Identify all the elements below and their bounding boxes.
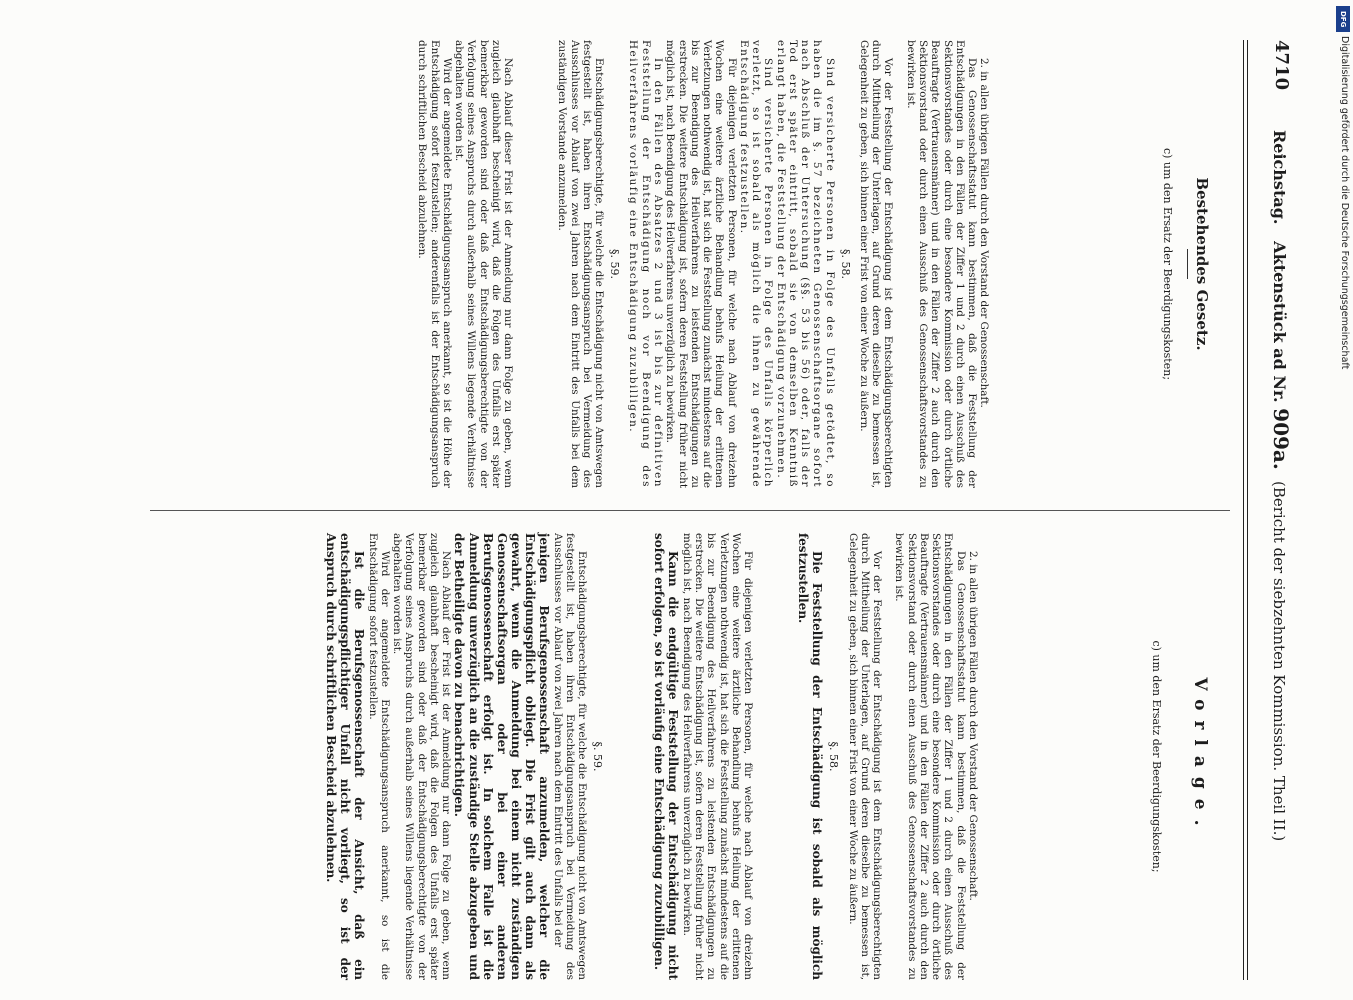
paragraph: Das Genossenschaftsstatut kann bestimmen, daß die Feststellung der Entschädigungen in den Fällen der Ziffer 1 und 2 durch einen Ausschuß des Sektionsvorstandes oder durch eine besondere Kommission oder durch örtliche Beauftragte (Vertrauensmänner) und in den Fällen der Ziffer 2 auch durch den Sektionsvorstand oder durch einen Ausschuß des Genossenschaftsvorstandes zu bewirken ist.	[893, 533, 967, 980]
dfg-stamp	[1336, 6, 1350, 392]
section-59-heading: §. 59.	[591, 741, 605, 772]
header-reichstag: Reichstag.	[1270, 130, 1289, 225]
header-rule	[1247, 40, 1248, 980]
paragraph: Sind versicherte Personen in Folge des Unfalls körperlich verletzt, so ist sobald als möglich die ihnen zu gewährende Entschädigung festzustellen.	[737, 40, 775, 488]
document-page	[50, 40, 1300, 980]
column-proposal	[150, 510, 1230, 980]
header-rule-double	[1243, 40, 1244, 980]
item-c: c) um den Ersatz der Beerdigungskosten;	[1149, 640, 1163, 873]
page-number: 4710	[1271, 40, 1292, 91]
paragraph: 2. in allen übrigen Fällen durch den Vorstand der Genossenschaft.	[966, 551, 979, 901]
header-title	[1268, 130, 1292, 841]
paragraph: Vor der Feststellung der Entschädigung ist dem Entschädigungsberechtigten durch Mittheilung der Unterlagen, auf Grund deren dieselbe zu bemessen ist, Gelegenheit zu geben, sich binnen einer Frist von einer Woche zu äußern.	[846, 533, 884, 980]
paragraph: Entschädigungsberechtigte, für welche die Entschädigung nicht von Amtswegen festgestellt ist, haben ihren Entschädigungsanspruch bei Vermeidung des Ausschlusses vor Ablauf von zwei Jahren nach dem Eintritt des Unfalls bei der	[551, 533, 589, 980]
paragraph-bold: Die Feststellung der Entschädigung ist sobald als möglich festzustellen.	[796, 533, 825, 980]
paragraph: Nach Ablauf dieser Frist ist der Anmeldung nur dann Folge zu geben, wenn zugleich glaubhaft bescheinigt wird, daß die Folgen des Unfalls erst später bemerkbar geworden sind oder daß der Entschädigungsberechtigte von der Verfolgung seines Anspruchs durch außerhalb seines Willens liegende Verhältnisse abgehalten worden ist.	[453, 40, 515, 488]
header-subtitle: (Bericht der siebzehnten Kommission. Theil II.)	[1270, 480, 1288, 842]
section-58-heading: §. 58.	[827, 741, 841, 772]
paragraph-bold: jenigen Berufsgenossenschaft anzumelden, welcher die Entschädigungspflicht obliegt. Die Frist gilt auch dann als gewahrt, wenn die Anmeldung bei einem nicht zuständigen Genossenschaftsorgan oder bei einer anderen Berufsgenossenschaft erfolgt ist. In solchem Falle ist die Anmeldung unverzüglich an die zuständige Stelle abzugeben und der Betheiligte davon zu benachrichtigen.	[452, 533, 552, 980]
paragraph: Für diejenigen verletzten Personen, für welche nach Ablauf von dreizehn Wochen eine weitere ärztliche Behandlung behufs Heilung der erlittenen Verletzungen nothwendig ist, hat sich die Feststellung zunächst mindestens auf die bis zur Beendigung des Heilverfahrens zu leistenden Entschädigungen zu erstrecken. Die weitere Entschädigung ist, sofern deren Feststellung früher nicht möglich ist, nach Beendigung des Heilverfahrens unverzüglich zu bewirken.	[664, 40, 738, 488]
header-aktenstueck: Aktenstück ad Nr.	[1270, 241, 1289, 403]
paragraph: 2. in allen übrigen Fällen durch den Vorstand der Genossenschaft.	[978, 58, 991, 408]
column-existing-law	[150, 40, 1230, 510]
page-header	[1250, 40, 1300, 980]
paragraph: Für diejenigen verletzten Personen, für welche nach Ablauf von dreizehn Wochen eine weitere ärztliche Behandlung behufs Heilung der erlittenen Verletzungen nothwendig ist, hat sich die Feststellung zunächst mindestens auf die bis zur Beendigung des Heilverfahrens zu leistenden Entschädigungen zu erstrecken. Die weitere Entschädigung ist, sofern deren Feststellung früher nicht möglich ist, nach Beendigung des Heilverfahrens unverzüglich zu bewirken.	[680, 533, 755, 980]
paragraph: Vor der Feststellung der Entschädigung ist dem Entschädigungsberechtigten durch Mittheilung der Unterlagen, auf Grund deren dieselbe zu bemessen ist, Gelegenheit zu geben, sich binnen einer Frist von einer Woche zu äußern.	[857, 40, 895, 488]
paragraph: Sind versicherte Personen in Folge des Unfalls getödtet, so haben die im §. 57 bezeichneten Genossenschaftsorgane sofort nach Abschluß der Untersuchung (§§. 53 bis 56) oder, falls der Tod erst später eintritt, sobald sie von demselben Kenntniß erlangt haben, die Feststellung der Entschädigung vorzunehmen.	[774, 40, 836, 488]
dfg-logo: DFG	[1336, 6, 1350, 32]
heading-divider	[1187, 249, 1188, 279]
item-c: c) um den Ersatz der Beerdigungskosten;	[1161, 147, 1175, 381]
column-heading: Vorlage.	[1190, 677, 1210, 836]
paragraph-bold: Kann die endgültige Feststellung der Entschädigung nicht sofort erfolgen, so ist vorläufig eine Entschädigung zuzubilligen.	[652, 533, 681, 980]
paragraph: In den Fällen des Absatzes 2 und 3 ist bis zur definitiven Feststellung der Entschädigung noch vor Beendigung des Heilverfahrens vorläufig eine Entschädigung zuzubilligen.	[627, 40, 664, 488]
section-59-heading: §. 59.	[608, 249, 622, 279]
paragraph: Das Genossenschaftsstatut kann bestimmen, daß die Feststellung der Entschädigungen in den Fällen der Ziffer 1 und 2 durch einen Ausschuß des Sektionsvorstandes oder durch eine besondere Kommission oder durch örtliche Beauftragte (Vertrauensmänner) und in den Fällen der Ziffer 2 auch durch den Sektionsvorstand oder durch einen Ausschuß des Genossenschaftsvorstandes zu bewirken ist.	[904, 40, 979, 488]
paragraph: Entschädigungsberechtigte, für welche die Entschädigung nicht von Amtswegen festgestellt ist, haben ihren Entschädigungsanspruch bei Vermeidung des Ausschlusses vor Ablauf von zwei Jahren nach dem Eintritt des Unfalls bei dem zuständigen Vorstande anzumelden.	[556, 40, 606, 488]
column-heading: Bestehendes Gesetz.	[1193, 177, 1211, 351]
dfg-funding-note: Digitalisierung gefördert durch die Deutsche Forschungsgemeinschaft	[1339, 36, 1350, 370]
header-number: 909a.	[1269, 408, 1293, 470]
paragraph: Wird der angemeldete Entschädigungsanspruch anerkannt, so ist die Höhe der Entschädigung sofort festzustellen; anderenfalls ist der Entschädigungsanspruch durch schriftlichen Bescheid abzulehnen.	[416, 40, 453, 488]
paragraph: Wird der angemeldete Entschädigungsanspruch anerkannt, so ist die Entschädigung sofort festzustellen.	[366, 533, 391, 980]
paragraph: Nach Ablauf der Frist ist der Anmeldung nur dann Folge zu geben, wenn zugleich glaubhaft bescheinigt wird, daß die Folgen des Unfalls erst später bemerkbar geworden sind oder daß der Entschädigungsberechtigte von der Verfolgung seines Anspruchs durch außerhalb seines Willens liegende Verhältnisse abgehalten worden ist.	[391, 533, 453, 980]
section-58-heading: §. 58.	[838, 249, 852, 279]
paragraph-bold: Ist die Berufsgenossenschaft der Ansicht, daß ein entschädigungspflichtiger Unfall nicht vorliegt, so ist der Anspruch durch schriftlichen Bescheid abzulehnen.	[324, 533, 367, 980]
